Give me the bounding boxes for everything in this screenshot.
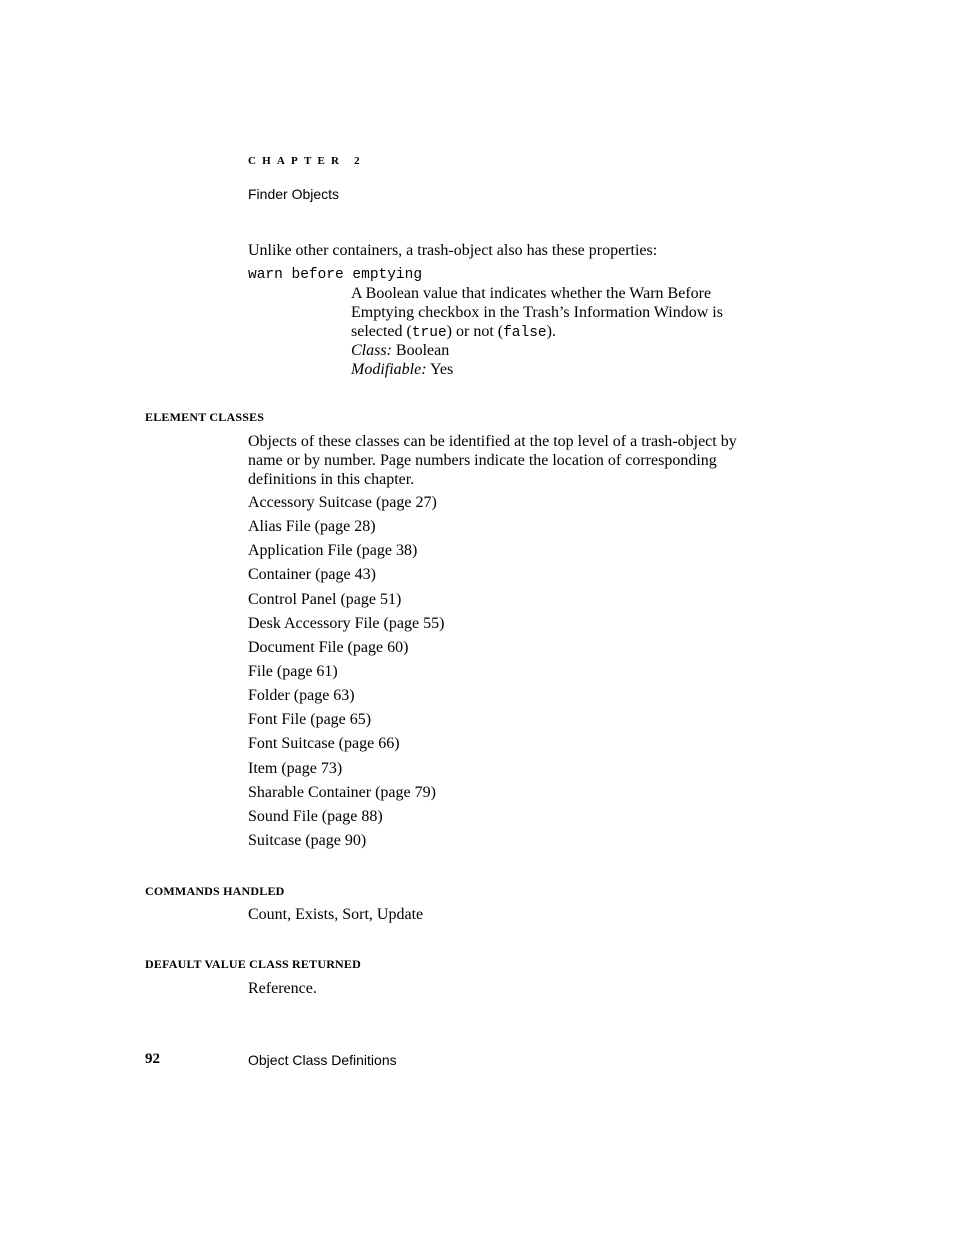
list-item: Desk Accessory File (page 55)	[248, 614, 445, 632]
footer-title: Object Class Definitions	[248, 1052, 397, 1068]
intro-line: Objects of these classes can be identified at the top level of a trash-object by	[248, 433, 737, 450]
intro-paragraph: Unlike other containers, a trash-object also has these properties:	[248, 242, 658, 259]
list-item: Sound File (page 88)	[248, 807, 383, 825]
list-item: Application File (page 38)	[248, 542, 418, 560]
intro-line: name or by number. Page numbers indicate the location of corresponding	[248, 452, 717, 469]
element-classes-list	[248, 493, 444, 855]
property-desc-line	[351, 322, 771, 341]
list-item: File (page 61)	[248, 662, 338, 680]
list-item: Alias File (page 28)	[248, 518, 376, 536]
property-desc-line: Emptying checkbox in the Trash’s Information Window is	[351, 304, 723, 321]
modifiable-value: Yes	[429, 361, 454, 378]
element-classes-heading: ELEMENT CLASSES	[145, 410, 265, 424]
list-item: Item (page 73)	[248, 759, 343, 777]
desc-text: selected (	[351, 323, 412, 340]
property-modifiable	[351, 360, 771, 379]
page-number: 92	[145, 1051, 160, 1067]
commands-handled-heading: COMMANDS HANDLED	[145, 884, 285, 898]
property-description	[351, 284, 771, 379]
class-value: Boolean	[395, 342, 450, 359]
property-class	[351, 341, 771, 360]
desc-text: ).	[546, 323, 556, 340]
code-false: false	[503, 325, 547, 341]
list-item: Font File (page 65)	[248, 711, 372, 729]
code-true: true	[411, 325, 447, 341]
desc-text: ) or not (	[446, 323, 504, 340]
list-item: Control Panel (page 51)	[248, 590, 402, 608]
property-term: warn before emptying	[248, 267, 423, 283]
list-item: Container (page 43)	[248, 566, 376, 584]
commands-handled-text: Count, Exists, Sort, Update	[248, 906, 424, 923]
list-item: Font Suitcase (page 66)	[248, 735, 400, 753]
intro-line: definitions in this chapter.	[248, 471, 415, 488]
list-item: Suitcase (page 90)	[248, 831, 367, 849]
property-desc-line: A Boolean value that indicates whether the Warn Before	[351, 285, 712, 302]
class-label: Class:	[351, 342, 392, 359]
list-item: Document File (page 60)	[248, 638, 409, 656]
modifiable-label: Modifiable:	[351, 361, 427, 378]
list-item: Folder (page 63)	[248, 687, 355, 705]
default-value-class-heading: DEFAULT VALUE CLASS RETURNED	[145, 957, 361, 971]
running-head: Finder Objects	[248, 186, 340, 202]
chapter-label: CHAPTER 2	[248, 155, 366, 167]
list-item: Accessory Suitcase (page 27)	[248, 494, 437, 511]
element-classes-intro	[248, 432, 778, 489]
default-value-class-text: Reference.	[248, 980, 317, 997]
list-item: Sharable Container (page 79)	[248, 783, 436, 801]
